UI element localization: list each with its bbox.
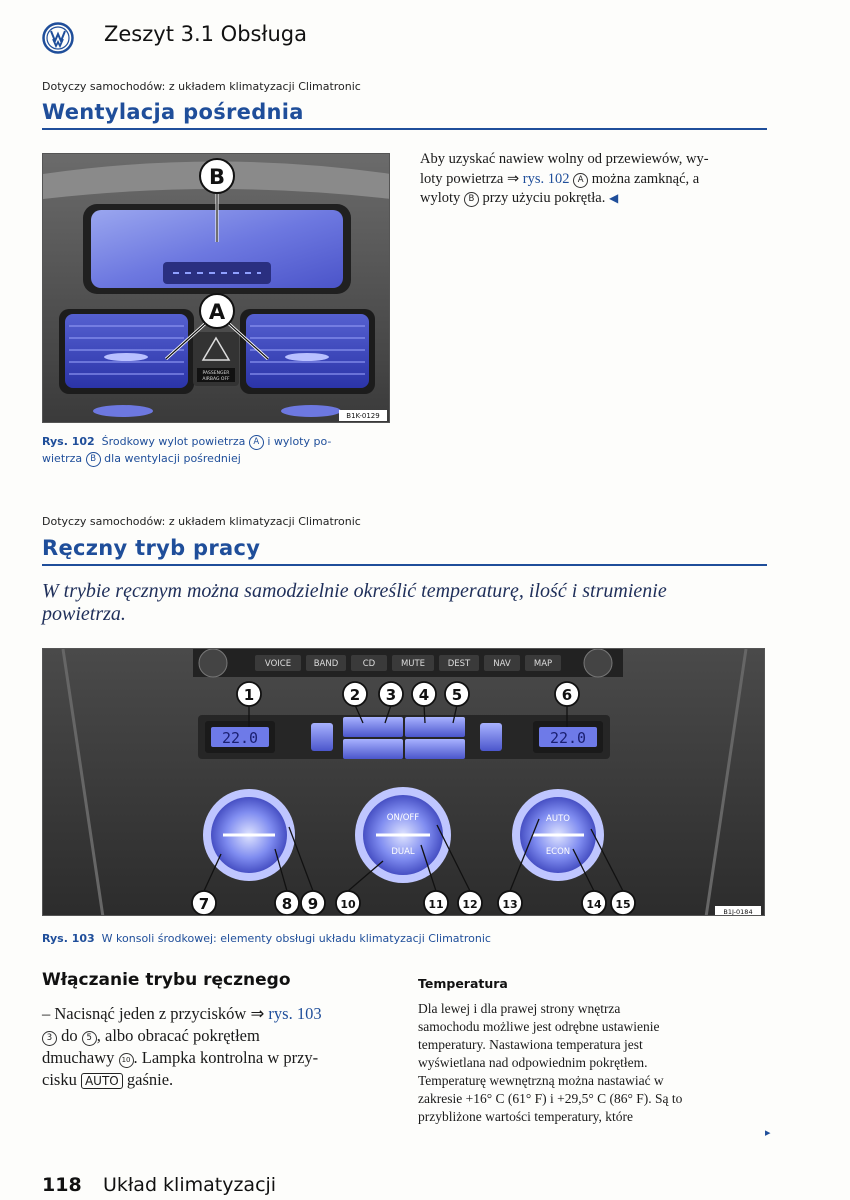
left-line-3 [42, 1047, 392, 1069]
intro-line-1: W trybie ręcznym można samodzielnie określić temperaturę, ilość i strumienie [42, 580, 667, 602]
callout-6: 6 [561, 686, 573, 704]
s1-line-3b: przy użyciu pokrętła. [478, 190, 606, 206]
left-line-4 [42, 1069, 392, 1092]
left-line-1a: – Nacisnąć jeden z przycisków ⇒ [42, 1004, 269, 1023]
knob-dual-label: DUAL [391, 847, 415, 857]
left-line-2 [42, 1025, 392, 1047]
circle-a-icon: A [573, 173, 588, 188]
end-marker-icon: ◀ [608, 191, 619, 205]
left-line-2c: , albo obracać pokrętłem [96, 1026, 260, 1045]
right-col-body [418, 1000, 778, 1126]
intro-line-2: powietrza. [42, 603, 126, 625]
temp-display-left: 22.0 [221, 729, 259, 747]
vent-illustration [43, 154, 390, 423]
right-line-1: Dla lewej i dla prawej strony wnętrza [418, 1001, 621, 1016]
caption-102-line-1 [42, 433, 402, 450]
airbag-text-2: AIRBAG OFF [202, 377, 230, 382]
caption-102-line-2 [42, 450, 402, 467]
knob-econ-label: ECON [545, 847, 571, 857]
left-line-4a: cisku [42, 1070, 81, 1089]
circle-3-icon: 3 [42, 1031, 57, 1046]
s1-line-2a: loty powietrza ⇒ [420, 170, 523, 187]
callout-11: 11 [428, 898, 444, 911]
s1-line-3a: wyloty [420, 190, 464, 206]
caption-102-number: Rys. 102 [42, 435, 95, 448]
circle-b-icon: B [464, 192, 479, 207]
radio-btn-nav: NAV [493, 659, 511, 669]
figure-102-code: B1K-0129 [346, 412, 380, 420]
section1-title: Wentylacja pośrednia [42, 100, 304, 124]
s1-line-3 [420, 189, 770, 209]
callout-9: 9 [307, 895, 319, 913]
left-col-title: Włączanie trybu ręcznego [42, 970, 291, 990]
callout-1: 1 [243, 686, 255, 704]
s1-line-1: Aby uzyskać nawiew wolny od przewiewów, wy- [420, 151, 709, 167]
callout-12: 12 [462, 898, 478, 911]
temp-display-right: 22.0 [549, 729, 587, 747]
climatronic-panel-illustration [43, 649, 765, 916]
figure-103 [42, 648, 765, 916]
section1-applies: Dotyczy samochodów: z układem klimatyzacji Climatronic [42, 80, 361, 93]
section2-applies: Dotyczy samochodów: z układem klimatyzacji Climatronic [42, 515, 361, 528]
label-b: B [208, 165, 226, 189]
right-line-3: temperatury. Nastawiona temperatura jest [418, 1037, 643, 1052]
circle-10-icon: 10 [119, 1053, 134, 1068]
caption-102-text-1b: i wyloty po- [263, 435, 332, 448]
circle-b-icon: B [86, 452, 101, 467]
callout-10: 10 [340, 898, 356, 911]
radio-btn-voice: VOICE [264, 659, 292, 669]
circle-a-icon: A [249, 435, 264, 450]
left-line-1 [42, 1003, 392, 1025]
right-line-6: zakresie +16° C (61° F) i +29,5° C (86° F). Są to [418, 1091, 683, 1106]
left-line-4b: gaśnie. [122, 1070, 174, 1089]
caption-102-text-2b: dla wentylacji pośredniej [100, 452, 241, 465]
radio-btn-band: BAND [313, 659, 339, 669]
knob-onoff-label: ON/OFF [386, 813, 420, 823]
figure-102-caption [42, 433, 402, 467]
section1-body [420, 150, 770, 209]
radio-btn-dest: DEST [447, 659, 471, 669]
section2-intro [42, 580, 772, 626]
callout-14: 14 [586, 898, 602, 911]
s1-line-2b: można zamknąć, a [588, 170, 700, 187]
radio-btn-map: MAP [533, 659, 553, 669]
caption-103-number: Rys. 103 [42, 932, 95, 945]
fig-103-link[interactable]: rys. 103 [268, 1004, 322, 1023]
callout-13: 13 [502, 898, 518, 911]
left-line-3b: . Lampka kontrolna w przy- [133, 1048, 319, 1067]
section1-rule [42, 128, 767, 130]
caption-103-text: W konsoli środkowej: elementy obsługi układu klimatyzacji Climatronic [101, 932, 491, 945]
auto-key-label: AUTO [81, 1073, 123, 1089]
s1-line-2 [420, 170, 770, 190]
continue-marker-icon: ▸ [765, 1126, 771, 1139]
caption-102-text-2a: wietrza [42, 452, 86, 465]
section2-title: Ręczny tryb pracy [42, 536, 261, 560]
callout-5: 5 [451, 686, 463, 704]
callout-7: 7 [198, 895, 210, 913]
radio-btn-cd: CD [362, 659, 376, 669]
right-col-title: Temperatura [418, 976, 508, 991]
radio-btn-mute: MUTE [400, 659, 426, 669]
right-line-4: wyświetlana nad odpowiednim pokrętłem. [418, 1055, 648, 1070]
callout-4: 4 [418, 686, 430, 704]
left-line-3a: dmuchawy [42, 1048, 119, 1067]
circle-5-icon: 5 [82, 1031, 97, 1046]
callout-3: 3 [385, 686, 397, 704]
knob-auto-label: AUTO [546, 814, 570, 824]
footer-chapter: Układ klimatyzacji [103, 1174, 277, 1196]
caption-102-text-1a: Środkowy wylot powietrza [101, 435, 249, 448]
section2-rule [42, 564, 767, 566]
left-col-body [42, 1003, 392, 1092]
right-line-2: samochodu możliwe jest odrębne ustawienie [418, 1019, 660, 1034]
vw-logo-icon [42, 22, 74, 54]
page-number: 118 [42, 1174, 82, 1196]
callout-2: 2 [349, 686, 361, 704]
callout-8: 8 [281, 895, 293, 913]
fig-102-link[interactable]: rys. 102 [522, 170, 570, 187]
right-line-5: Temperaturę wewnętrzną można nastawiać w [418, 1073, 664, 1088]
airbag-text-1: PASSENGER [202, 371, 230, 376]
label-a: A [208, 300, 226, 324]
figure-103-caption [42, 930, 772, 947]
left-line-2b: do [57, 1026, 82, 1045]
right-line-7: przybliżone wartości temperatury, które [418, 1109, 634, 1124]
figure-102 [42, 153, 390, 423]
figure-103-code: B1J-0184 [723, 908, 753, 916]
callout-15: 15 [615, 898, 631, 911]
page-header-title: Zeszyt 3.1 Obsługa [104, 22, 307, 46]
